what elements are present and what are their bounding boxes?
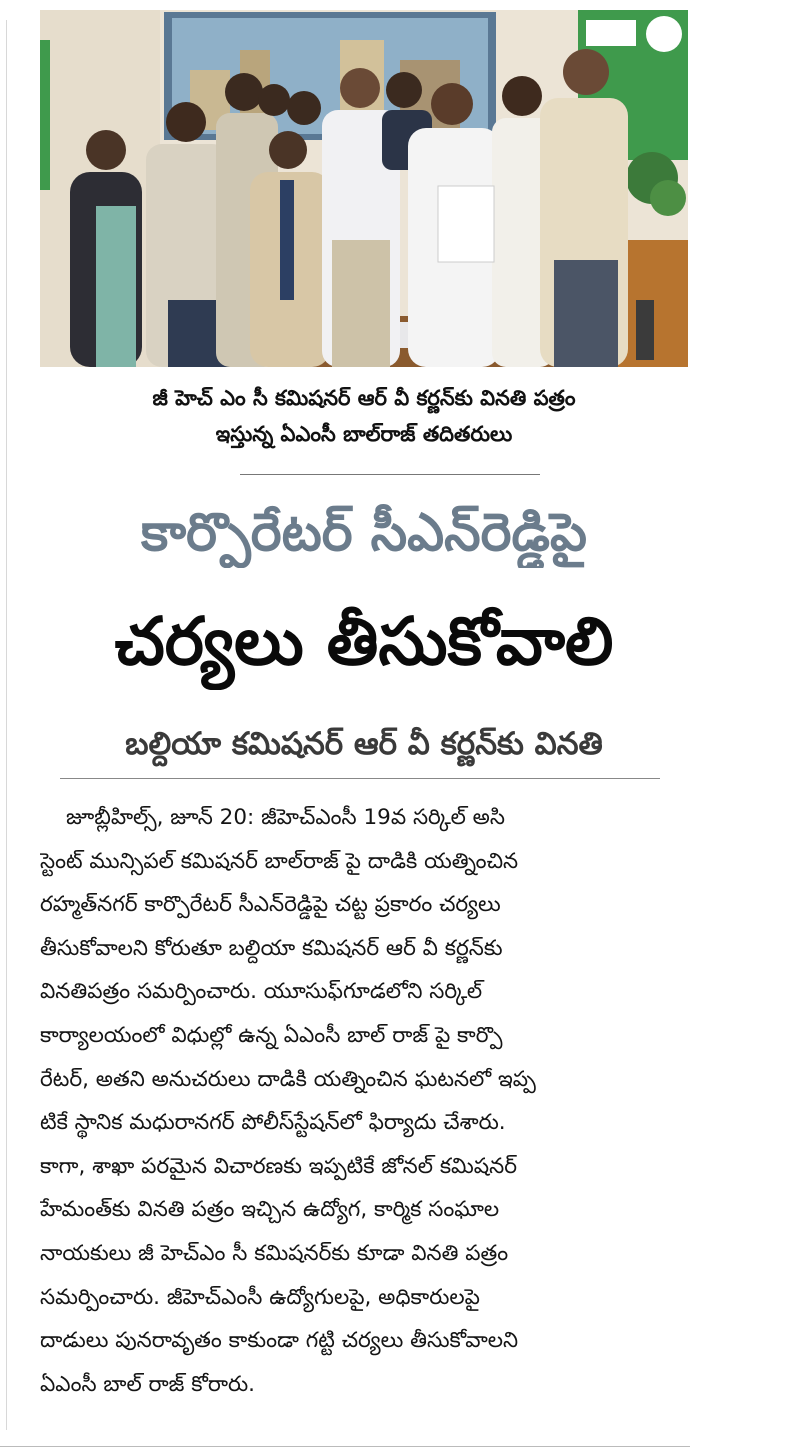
subheadline: బల్దియా కమిషనర్ ఆర్ వీ కర్ణన్‌కు వినతి xyxy=(125,726,603,762)
body-line: తీసుకోవాలని కోరుతూ బల్దియా కమిషనర్ ఆర్ వీ కర్ణన్‌కు xyxy=(40,935,503,961)
body-line: కాగా, శాఖా పరమైన విచారణకు ఇప్పటికే జోనల్ కమిషనర్ xyxy=(40,1153,517,1179)
caption-divider xyxy=(240,474,540,475)
headline-kicker: కార్పొరేటర్ సీఎన్‌రెడ్డిపై xyxy=(141,503,587,563)
photo-caption xyxy=(40,380,688,452)
bottom-divider xyxy=(0,1446,690,1447)
body-line: ఏఎంసీ బాల్ రాజ్ కోరారు. xyxy=(40,1371,255,1397)
body-line: సమర్పించారు. జీహెచ్ఎంసీ ఉద్యోగులపై, అధికారులపై xyxy=(40,1284,480,1310)
body-line: రేటర్, అతని అనుచరులు దాడికి యత్నించిన ఘటనలో ఇప్ప xyxy=(40,1066,536,1092)
body-line: వినతిపత్రం సమర్పించారు. యూసుఫ్‌గూడలోని సర్కిల్ xyxy=(40,979,483,1005)
subhead-divider xyxy=(60,778,660,779)
body-line: రహ్మత్‌నగర్ కార్పొరేటర్ సీఎన్‌రెడ్డిపై చట్ట ప్రకారం చర్యలు xyxy=(40,892,501,918)
body-line: నాయకులు జీ హెచ్ఎం సీ కమిషనర్‌కు కూడా వినతి పత్రం xyxy=(40,1240,509,1266)
body-line: టికే స్థానిక మధురానగర్ పోలీస్‌స్టేషన్‌లో ఫిర్యాదు చేశారు. xyxy=(40,1110,506,1136)
caption-line-1: జీ హెచ్ ఎం సీ కమిషనర్ ఆర్ వీ కర్ణన్‌కు వినతి పత్రం xyxy=(152,386,576,410)
article-body xyxy=(40,796,692,1406)
column-rule xyxy=(6,20,7,1430)
body-line: దాడులు పునరావృతం కాకుండా గట్టి చర్యలు తీసుకోవాలని xyxy=(40,1328,519,1354)
headline: చర్యలు తీసుకోవాలి xyxy=(114,603,614,680)
body-line: హేమంత్‌కు వినతి పత్రం ఇచ్చిన ఉద్యోగ, కార్మిక సంఘాల xyxy=(40,1197,500,1223)
body-line: కార్యాలయంలో విధుల్లో ఉన్న ఏఎంసీ బాల్ రాజ్ పై కార్పొ xyxy=(40,1022,503,1048)
news-photo xyxy=(40,10,688,367)
caption-line-2: ఇస్తున్న ఏఎంసీ బాల్‌రాజ్ తదితరులు xyxy=(215,422,513,446)
body-line: స్టెంట్ మున్సిపల్ కమిషనర్ బాల్‌రాజ్ పై దాడికి యత్నించిన xyxy=(40,848,519,874)
body-line: జూబ్లీహిల్స్, జూన్ 20: జీహెచ్ఎంసీ 19వ సర్కిల్ అసి xyxy=(66,805,505,830)
